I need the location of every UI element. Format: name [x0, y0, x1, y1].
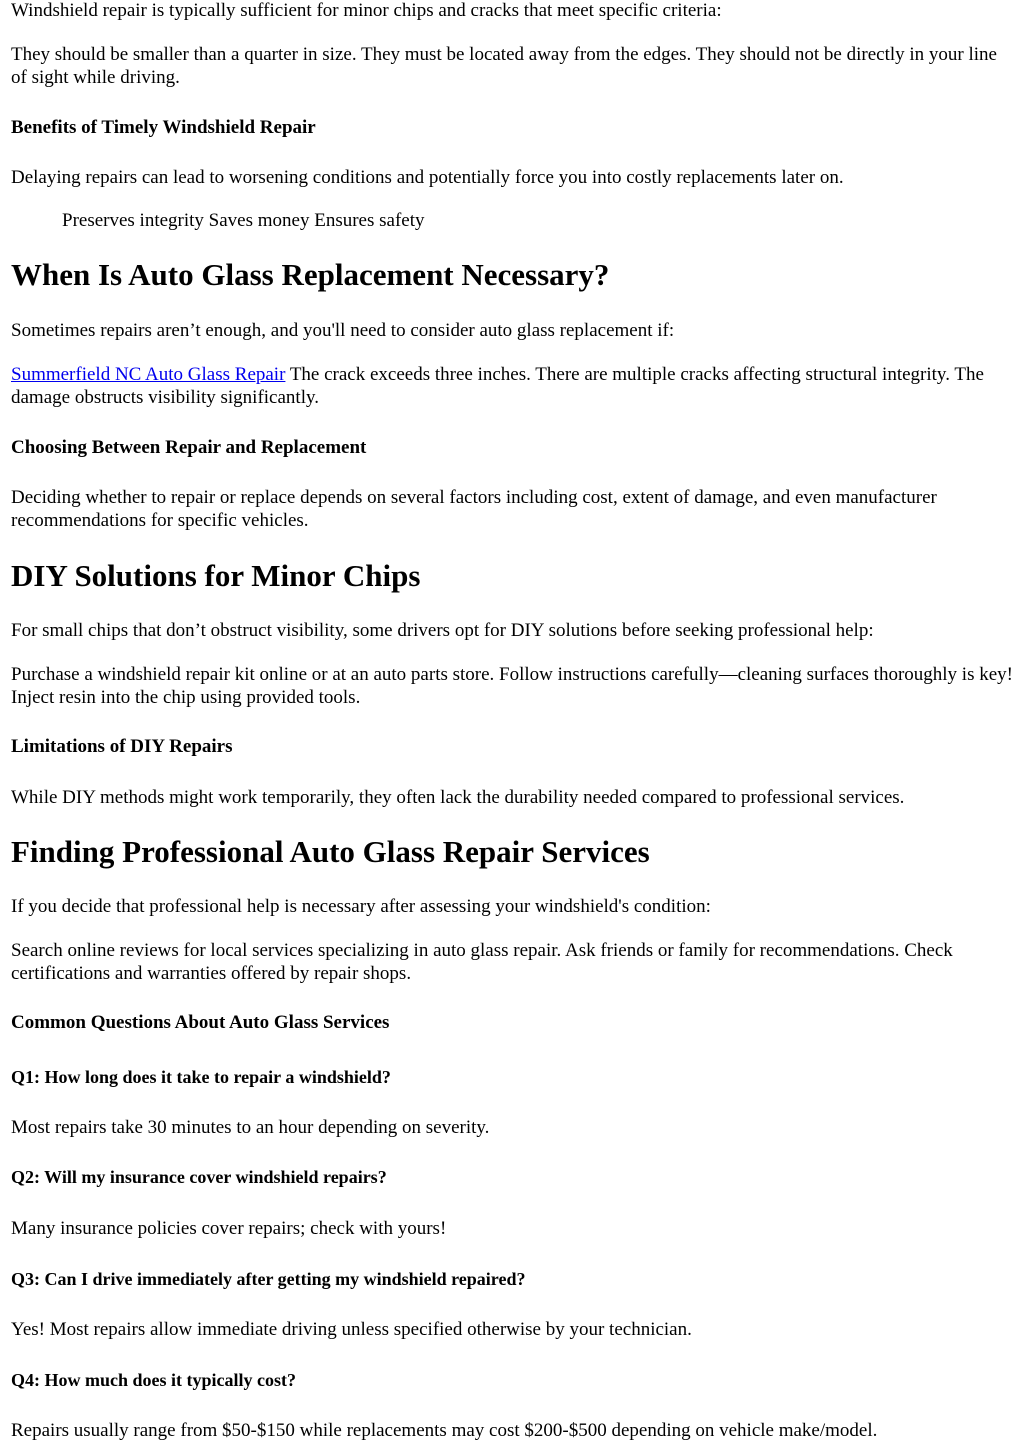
- limitations-paragraph: While DIY methods might work temporarily, they often lack the durability needed compared to professional services.: [11, 787, 905, 808]
- faq-answer-1: Most repairs take 30 minutes to an hour depending on severity.: [11, 1117, 490, 1138]
- professional-heading: Finding Professional Auto Glass Repair Services: [11, 834, 650, 869]
- diy-heading: DIY Solutions for Minor Chips: [11, 558, 421, 593]
- faq-question-4: Q4: How much does it typically cost?: [11, 1370, 296, 1390]
- faq-answer-4: Repairs usually range from $50-$150 while replacements may cost $200-$500 depending on vehicle make/model.: [11, 1420, 878, 1441]
- benefits-list: Preserves integrity Saves money Ensures safety: [62, 210, 425, 231]
- faq-question-1: Q1: How long does it take to repair a windshield?: [11, 1067, 391, 1087]
- choosing-heading: Choosing Between Repair and Replacement: [11, 437, 367, 458]
- replacement-list-paragraph: [11, 363, 1013, 409]
- faq-answer-3: Yes! Most repairs allow immediate driving unless specified otherwise by your technician.: [11, 1319, 692, 1340]
- faq-question-2: Q2: Will my insurance cover windshield repairs?: [11, 1167, 387, 1187]
- replacement-intro-paragraph: Sometimes repairs aren’t enough, and you'll need to consider auto glass replacement if:: [11, 320, 675, 341]
- faq-question-3: Q3: Can I drive immediately after getting my windshield repaired?: [11, 1269, 526, 1289]
- faq-heading: Common Questions About Auto Glass Services: [11, 1012, 390, 1033]
- intro-criteria-paragraph: Windshield repair is typically sufficient for minor chips and cracks that meet specific criteria:: [11, 0, 722, 21]
- limitations-heading: Limitations of DIY Repairs: [11, 736, 233, 757]
- replacement-heading: When Is Auto Glass Replacement Necessary?: [11, 257, 610, 292]
- professional-tips-paragraph: Search online reviews for local services specializing in auto glass repair. Ask friends or family for recommendations. Check certifications and warranties offered by repair shops.: [11, 940, 953, 984]
- choosing-paragraph: Deciding whether to repair or replace depends on several factors including cost, extent of damage, and even manufacturer recommendations for specific vehicles.: [11, 487, 937, 531]
- diy-intro-paragraph: For small chips that don’t obstruct visibility, some drivers opt for DIY solutions before seeking professional help:: [11, 620, 874, 641]
- criteria-list-paragraph: They should be smaller than a quarter in size. They must be located away from the edges. They should not be directly in your line of sight while driving.: [11, 44, 997, 88]
- professional-intro-paragraph: If you decide that professional help is necessary after assessing your windshield's condition:: [11, 896, 711, 917]
- summerfield-auto-glass-link[interactable]: Summerfield NC Auto Glass Repair: [11, 364, 286, 385]
- benefits-heading: Benefits of Timely Windshield Repair: [11, 117, 316, 138]
- faq-answer-2: Many insurance policies cover repairs; check with yours!: [11, 1218, 447, 1239]
- replacement-list-text: The crack exceeds three inches. There are multiple cracks affecting structural integrity. The damage obstructs visibility significantly.: [11, 364, 984, 408]
- benefits-paragraph: Delaying repairs can lead to worsening conditions and potentially force you into costly replacements later on.: [11, 167, 844, 188]
- diy-steps-paragraph: Purchase a windshield repair kit online or at an auto parts store. Follow instructions carefully—cleaning surfaces thoroughly is key! Inject resin into the chip using provided tools.: [11, 664, 1013, 708]
